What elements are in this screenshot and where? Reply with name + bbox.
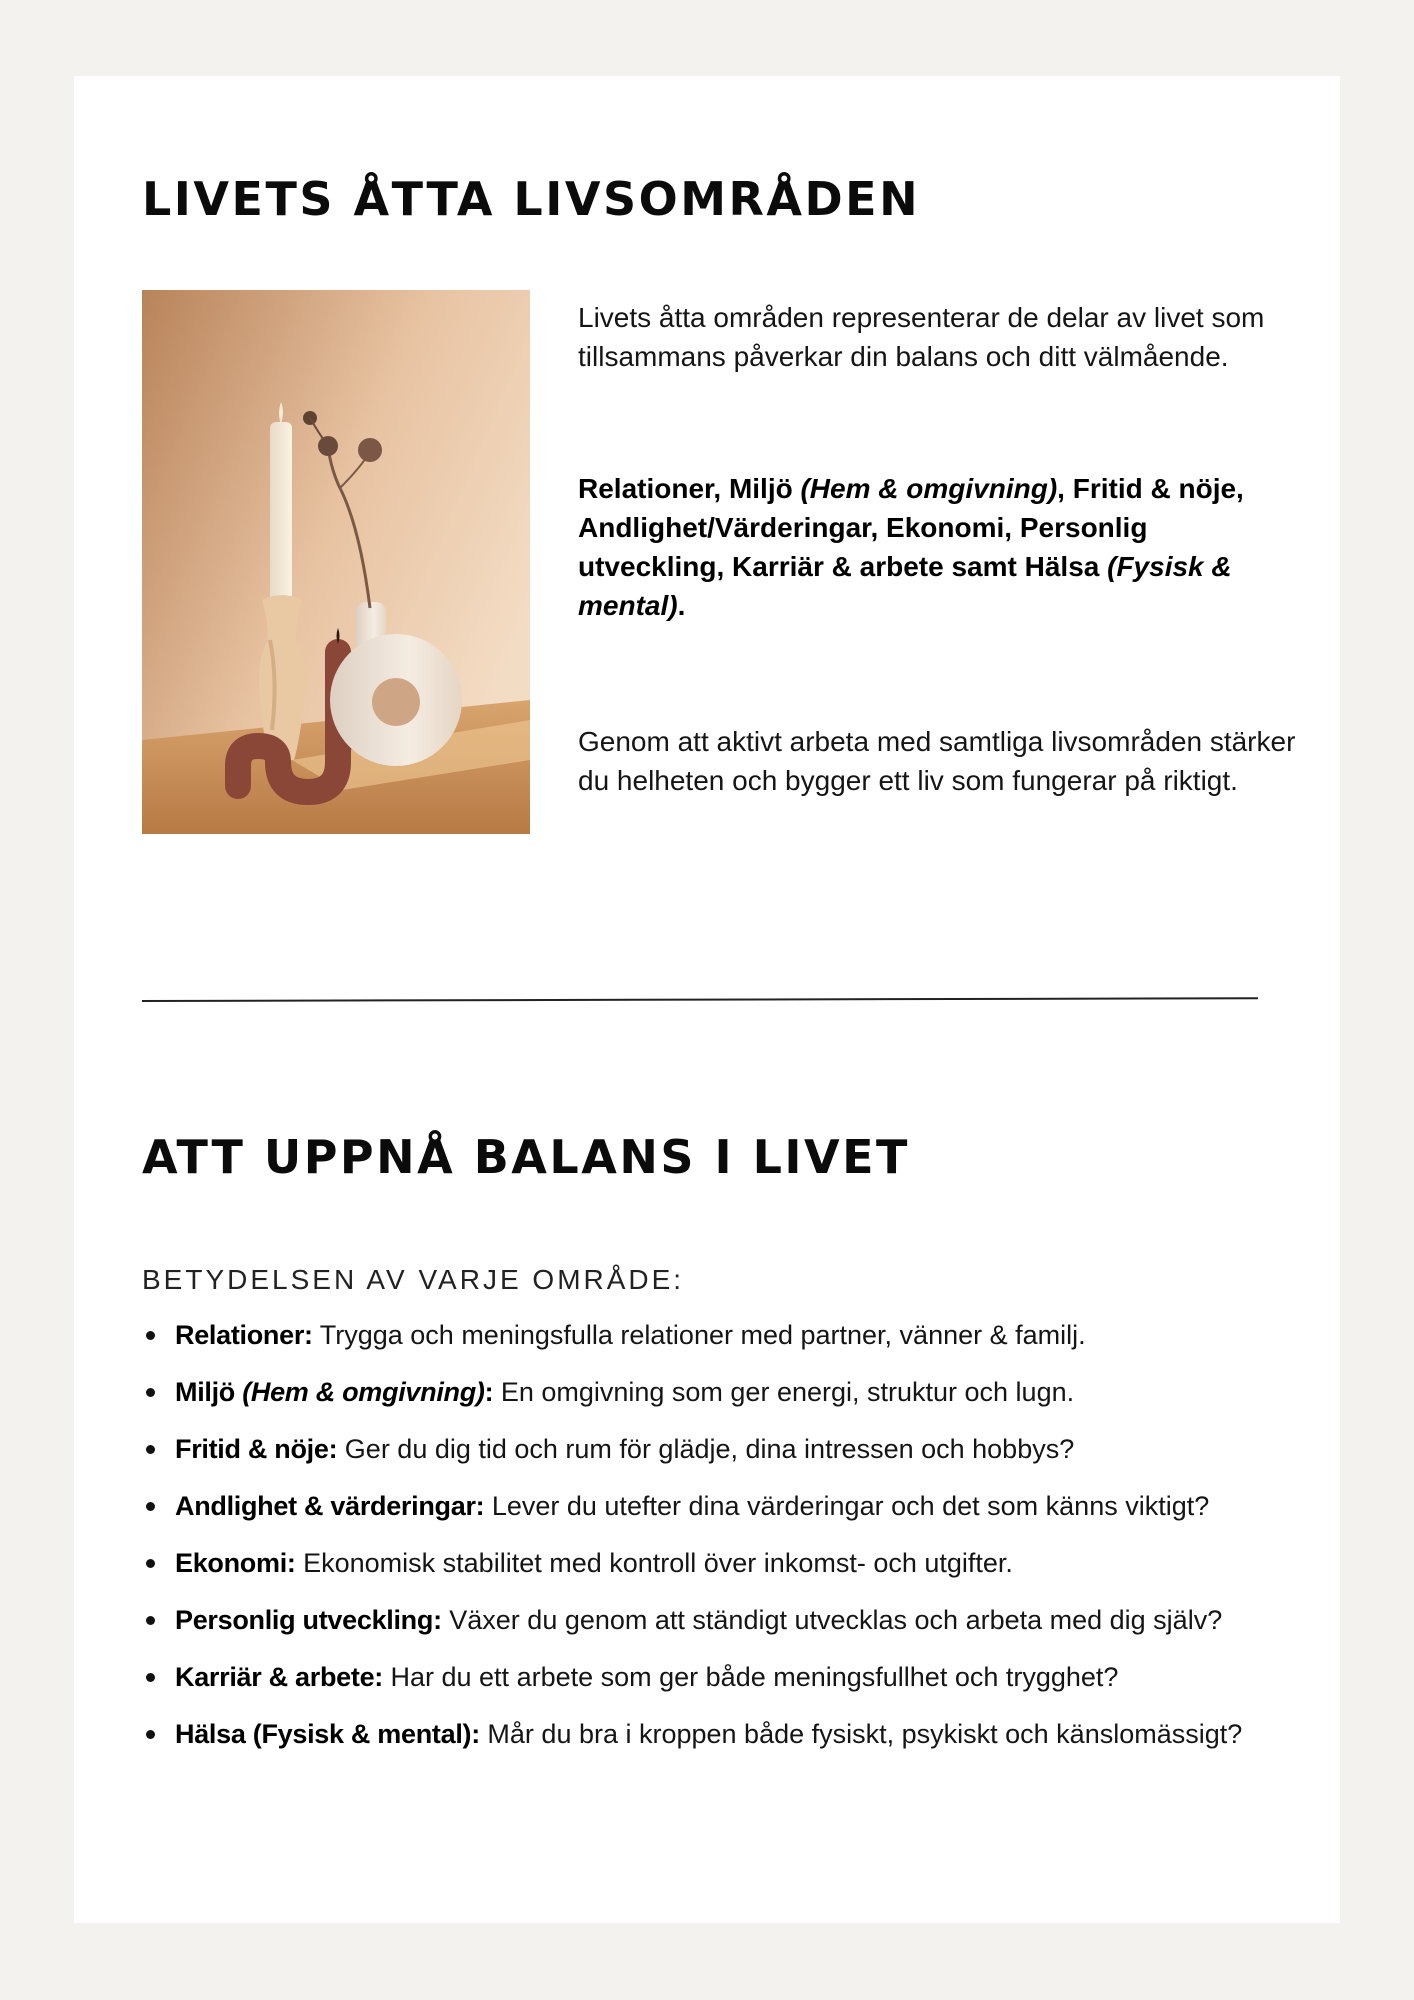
item-label: Hälsa (Fysisk & mental): xyxy=(175,1719,480,1749)
bullet-icon xyxy=(146,1445,155,1454)
item-text: Ger du dig tid och rum för glädje, dina intressen och hobbys? xyxy=(337,1434,1075,1464)
bullet-icon xyxy=(146,1673,155,1682)
decor-photo xyxy=(142,290,530,834)
list-item xyxy=(142,1658,1332,1715)
item-label: Fritid & nöje: xyxy=(175,1434,338,1464)
bullet-icon xyxy=(146,1616,155,1625)
areas-text-4: (Fysisk & mental) xyxy=(578,551,1232,621)
item-label xyxy=(175,1377,493,1407)
item-text: Har du ett arbete som ger både meningsfullhet och trygghet? xyxy=(383,1662,1119,1692)
areas-text-5: . xyxy=(677,590,686,621)
intro-paragraph: Livets åtta områden representerar de delar av livet som tillsammans påverkar din balans och ditt välmående. xyxy=(578,302,1265,372)
item-label: Personlig utveckling: xyxy=(175,1605,442,1635)
item-label: Ekonomi: xyxy=(175,1548,296,1578)
section-title-life-areas: LIVETS ÅTTA LIVSOMRÅDEN xyxy=(142,172,921,226)
bullet-icon xyxy=(146,1559,155,1568)
item-text: Växer du genom att ständigt utvecklas och arbeta med dig själv? xyxy=(441,1605,1223,1635)
areas-text-2: (Hem & omgivning) xyxy=(800,473,1058,504)
list-item xyxy=(142,1373,1332,1430)
section-divider xyxy=(142,997,1258,1002)
section-subtitle: BETYDELSEN AV VARJE OMRÅDE: xyxy=(142,1264,685,1295)
outro-paragraph: Genom att aktivt arbeta med samtliga livsområden stärker du helheten och bygger ett liv som fungerar på riktigt. xyxy=(578,726,1296,796)
item-text: Trygga och meningsfulla relationer med partner, vänner & familj. xyxy=(312,1320,1086,1350)
bullet-icon xyxy=(146,1502,155,1511)
section-title-balance: ATT UPPNÅ BALANS I LIVET xyxy=(142,1130,910,1184)
life-areas-summary xyxy=(578,469,1298,625)
item-label: Andlighet & värderingar: xyxy=(175,1491,485,1521)
list-item xyxy=(142,1715,1332,1772)
item-label-italic: (Hem & omgivning) xyxy=(242,1377,485,1407)
list-item xyxy=(142,1601,1332,1658)
life-areas-list xyxy=(142,1316,1332,1772)
bullet-icon xyxy=(146,1730,155,1739)
item-label: Karriär & arbete: xyxy=(175,1662,383,1692)
item-text: En omgivning som ger energi, struktur och lugn. xyxy=(493,1377,1075,1407)
item-label-start: Miljö xyxy=(175,1377,243,1407)
bullet-icon xyxy=(146,1388,155,1397)
areas-text-3: , Fritid & nöje, Andlighet/Värderingar, Ekonomi, Personlig utveckling, Karriär & arbete samt Hälsa xyxy=(578,473,1244,582)
item-label-end: : xyxy=(484,1377,494,1407)
list-item xyxy=(142,1544,1332,1601)
list-item xyxy=(142,1430,1332,1487)
document-page xyxy=(74,76,1340,1923)
item-text: Mår du bra i kroppen både fysiskt, psykiskt och känslomässigt? xyxy=(479,1719,1243,1749)
item-text: Lever du utefter dina värderingar och det som känns viktigt? xyxy=(484,1491,1210,1521)
item-text: Ekonomisk stabilitet med kontroll över inkomst- och utgifter. xyxy=(295,1548,1013,1578)
item-label: Relationer: xyxy=(175,1320,313,1350)
areas-text-1: Relationer, Miljö xyxy=(578,473,801,504)
bullet-icon xyxy=(146,1331,155,1340)
list-item xyxy=(142,1316,1332,1373)
list-item xyxy=(142,1487,1332,1544)
